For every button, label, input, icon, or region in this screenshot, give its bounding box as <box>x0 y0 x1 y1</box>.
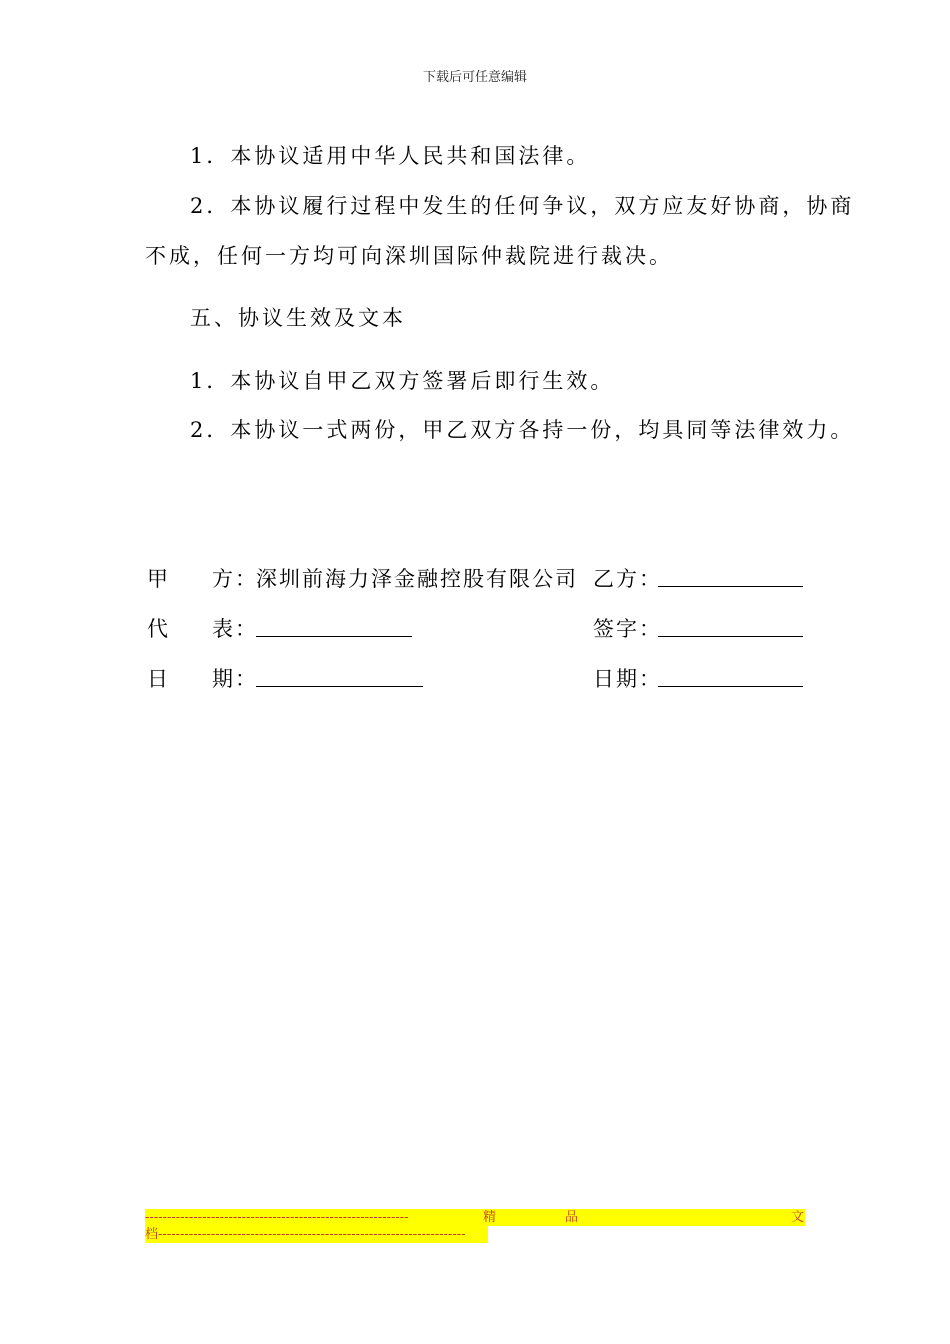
date-a-label-char2: 期： <box>212 667 258 691</box>
footer-char-wen: 文 <box>791 1210 805 1225</box>
clause-5-2: 2．本协议一式两份，甲乙双方各持一份，均具同等法律效力。 <box>190 418 855 442</box>
party-b-label: 乙方： <box>593 567 662 591</box>
representative-label-char1: 代 <box>147 617 170 641</box>
clause-4-2-line1: 2．本协议履行过程中发生的任何争议，双方应友好协商，协商 <box>190 194 855 218</box>
clause-4-2-line2: 不成，任何一方均可向深圳国际仲裁院进行裁决。 <box>145 244 673 268</box>
footer-char-dang: 档 <box>145 1227 159 1242</box>
party-a-label-char1: 甲 <box>147 567 170 591</box>
date-a-label-char1: 日 <box>147 667 170 691</box>
party-a-label-char2: 方： <box>212 567 258 591</box>
party-a-name: 深圳前海力泽金融控股有限公司 <box>256 567 578 591</box>
party-b-sign-line <box>658 636 803 637</box>
clause-5-1: 1．本协议自甲乙双方签署后即行生效。 <box>190 369 615 393</box>
date-b-label: 日期： <box>593 667 662 691</box>
footer-watermark-line2 <box>145 1226 488 1243</box>
page-header-note: 下载后可任意编辑 <box>422 70 527 85</box>
representative-label-char2: 表： <box>212 617 258 641</box>
date-b-line <box>658 686 803 687</box>
clause-4-1: 1．本协议适用中华人民共和国法律。 <box>190 144 591 168</box>
party-b-signature-line <box>658 586 803 587</box>
footer-dashes-2: ---------------------------------------------------------------------- <box>158 1227 466 1242</box>
footer-dashes-1: ------------------------------------------------------------ <box>145 1210 409 1225</box>
section-5-title: 五、协议生效及文本 <box>190 306 406 330</box>
date-a-line <box>256 686 423 687</box>
footer-watermark-line1 <box>145 1209 805 1226</box>
footer-char-jing: 精 <box>483 1210 497 1225</box>
footer-char-pin: 品 <box>565 1210 579 1225</box>
representative-signature-line <box>256 636 412 637</box>
sign-label: 签字： <box>593 617 662 641</box>
